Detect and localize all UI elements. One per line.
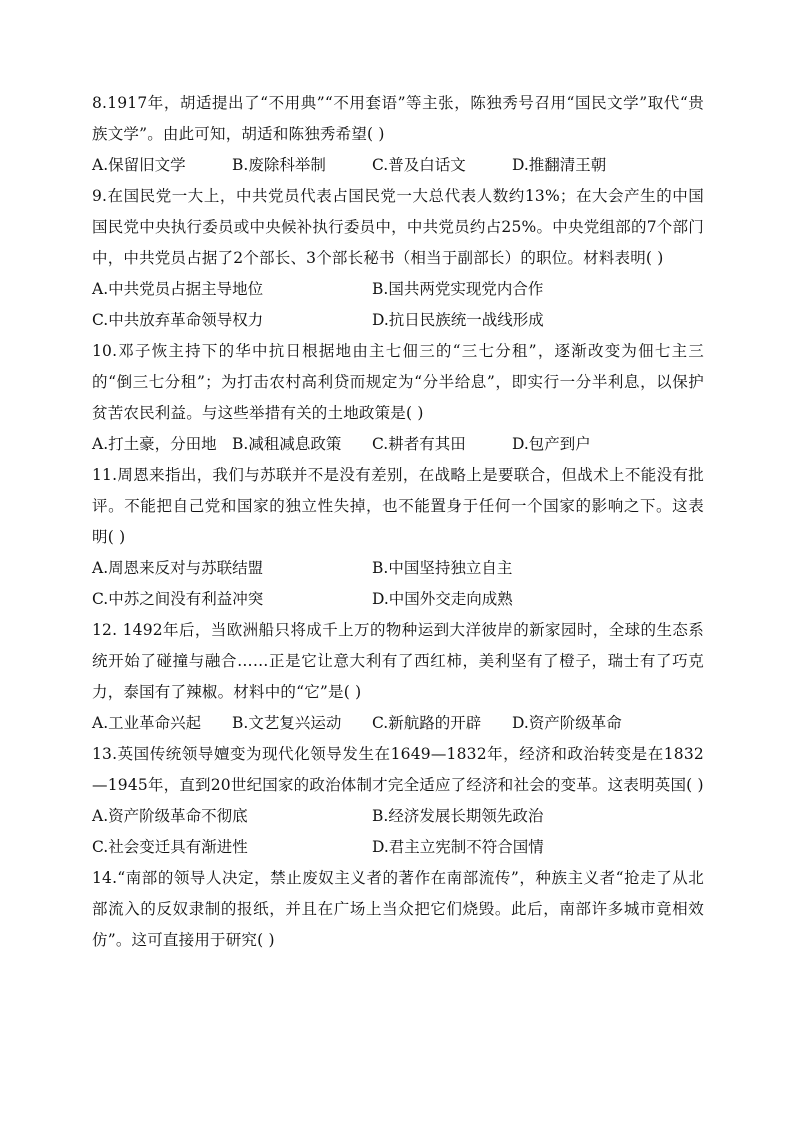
- question-9-options-row2: [92, 305, 704, 336]
- q8-option-d[interactable]: D.推翻清王朝: [512, 156, 607, 174]
- question-10: [92, 336, 704, 460]
- question-10-options: [92, 429, 704, 460]
- q13-option-c[interactable]: C.社会变迁具有渐进性: [92, 838, 248, 856]
- question-12: [92, 615, 704, 739]
- question-9: [92, 181, 704, 336]
- q9-option-d[interactable]: D.抗日民族统一战线形成: [372, 311, 544, 329]
- q12-option-b[interactable]: B.文艺复兴运动: [232, 714, 342, 732]
- q12-option-a[interactable]: A.工业革命兴起: [92, 714, 202, 732]
- question-13-options-row2: [92, 832, 704, 863]
- q12-option-d[interactable]: D.资产阶级革命: [512, 714, 622, 732]
- question-list: [92, 88, 704, 956]
- q10-option-a[interactable]: A.打土豪，分田地: [92, 435, 217, 453]
- question-9-stem: 9.在国民党一大上，中共党员代表占国民党一大总代表人数约13%；在大会产生的中国国民党中央执行委员或中央候补执行委员中，中共党员约占25%。中央党组部的7个部门中，中共党员占据了2个部长、3个部长秘书（相当于副部长）的职位。材料表明( ): [92, 187, 704, 267]
- question-9-options-row1: [92, 274, 704, 305]
- q11-option-b[interactable]: B.中国坚持独立自主: [372, 559, 513, 577]
- question-14-stem: 14.“南部的领导人决定，禁止废奴主义者的著作在南部流传”，种族主义者“抢走了从北部流入的反奴隶制的报纸，并且在广场上当众把它们烧毁。此后，南部许多城市竟相效仿”。这可直接用于研究( ): [92, 869, 704, 949]
- question-8-options: [92, 150, 704, 181]
- question-12-options: [92, 708, 704, 739]
- q10-option-b[interactable]: B.减租减息政策: [232, 435, 342, 453]
- q11-option-d[interactable]: D.中国外交走向成熟: [372, 590, 513, 608]
- q11-option-c[interactable]: C.中苏之间没有利益冲突: [92, 590, 264, 608]
- q13-option-b[interactable]: B.经济发展长期领先政治: [372, 807, 544, 825]
- q9-option-c[interactable]: C.中共放弃革命领导权力: [92, 311, 264, 329]
- question-11-options-row2: [92, 584, 704, 615]
- q9-option-a[interactable]: A.中共党员占据主导地位: [92, 280, 264, 298]
- question-13-options-row1: [92, 801, 704, 832]
- q13-option-a[interactable]: A.资产阶级革命不彻底: [92, 807, 248, 825]
- q8-option-b[interactable]: B.废除科举制: [232, 156, 326, 174]
- question-8: [92, 88, 704, 181]
- question-11-options-row1: [92, 553, 704, 584]
- question-10-stem: 10.邓子恢主持下的华中抗日根据地由主七佃三的“三七分租”，逐渐改变为佃七主三的“倒三七分租”；为打击农村高利贷而规定为“分半给息”，即实行一分半利息，以保护贫苦农民利益。与这些举措有关的土地政策是( ): [92, 342, 704, 422]
- q10-option-d[interactable]: D.包产到户: [512, 435, 591, 453]
- q13-option-d[interactable]: D.君主立宪制不符合国情: [372, 838, 544, 856]
- q9-option-b[interactable]: B.国共两党实现党内合作: [372, 280, 544, 298]
- question-14: [92, 863, 704, 956]
- question-11-stem: 11.周恩来指出，我们与苏联并不是没有差别，在战略上是要联合，但战术上不能没有批评。不能把自己党和国家的独立性失掉，也不能置身于任何一个国家的影响之下。这表明( ): [92, 466, 704, 546]
- q8-option-c[interactable]: C.普及白话文: [372, 156, 466, 174]
- question-12-stem: 12. 1492年后，当欧洲船只将成千上万的物种运到大洋彼岸的新家园时，全球的生态系统开始了碰撞与融合……正是它让意大利有了西红柿，美利坚有了橙子，瑞士有了巧克力，泰国有了辣椒。材料中的“它”是( ): [92, 621, 704, 701]
- q10-option-c[interactable]: C.耕者有其田: [372, 435, 466, 453]
- question-13-stem: 13.英国传统领导嬗变为现代化领导发生在1649—1832年，经济和政治转变是在1832—1945年，直到20世纪国家的政治体制才完全适应了经济和社会的变革。这表明英国( ): [92, 745, 704, 794]
- question-13: [92, 739, 704, 863]
- q11-option-a[interactable]: A.周恩来反对与苏联结盟: [92, 559, 264, 577]
- question-8-stem: 8.1917年，胡适提出了“不用典”“不用套语”等主张，陈独秀号召用“国民文学”取代“贵族文学”。由此可知，胡适和陈独秀希望( ): [92, 94, 704, 143]
- q8-option-a[interactable]: A.保留旧文学: [92, 156, 186, 174]
- question-11: [92, 460, 704, 615]
- q12-option-c[interactable]: C.新航路的开辟: [372, 714, 482, 732]
